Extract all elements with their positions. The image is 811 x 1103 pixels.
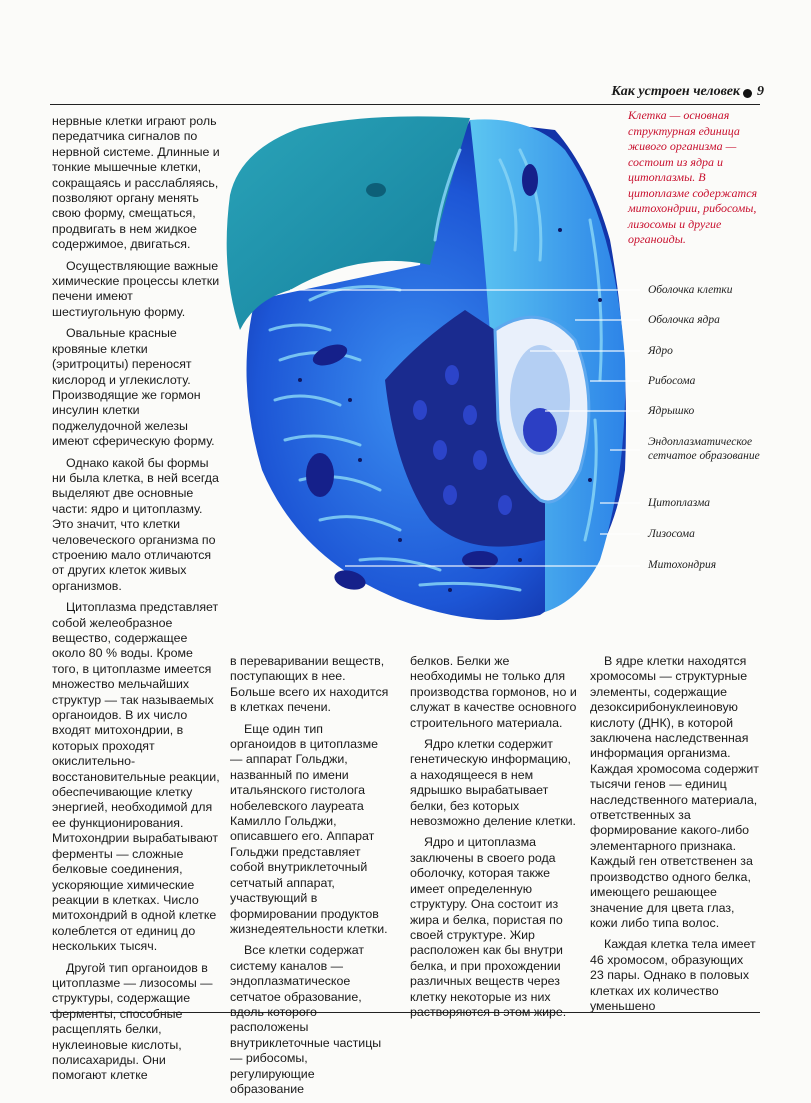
nucleolus — [523, 408, 557, 452]
left-column — [52, 114, 222, 1090]
paragraph: Каждая клетка тела имеет 46 хромосом, образующих 23 пары. Однако в половых клетках их количество уменьшено — [590, 937, 756, 1013]
label-nucleolus: Ядрышко — [648, 405, 695, 417]
paragraph: В ядре клетки находятся хромосомы — структурные элементы, содержащие дезоксирибонуклеиновую кислоту (ДНК), в которой заключена наследственная информация организма. Каждая хромосома содержит тысячи генов — единиц наследственного материала, ответственных за формирование какого-либо элементарного признака. Каждый ген ответственен за производство одного белка, имеющего решающее значение для цвета глаз, кожи либо типа волос. — [590, 654, 759, 930]
running-title: Как устроен человек — [611, 84, 740, 99]
paragraph: Однако какой бы формы ни была клетка, в ней всегда выделяют две основные части: ядро и цитоплазму. Это значит, что клетки человеческого организма по строению мало отличаются от других клеток живых организмов. — [52, 455, 219, 593]
label-ribosome: Рибосома — [648, 375, 696, 387]
page-number: 9 — [757, 84, 764, 99]
paragraph: Другой тип органоидов в цитоплазме — лизосомы — структуры, содержащие ферменты, способные расщеплять белки, нуклеиновые кислоты, полисахариды. Они помогают клетке — [52, 960, 213, 1083]
paragraph: белков. Белки же необходимы не только для производства гормонов, но и служат в качестве основного строительного материала. — [410, 654, 577, 730]
bottom-column-2 — [410, 654, 580, 1026]
footer-rule — [50, 1012, 760, 1013]
paragraph: Ядро и цитоплазма заключены в своего рода оболочку, которая также имеет определенную структуру. Она состоит из жира и белка, пористая по своей структуре. Жир расположен как бы внутри белка, и при прохождении различных веществ через клетку некоторые из них растворяются в этом жире. — [410, 835, 567, 1019]
label-cytoplasm: Цитоплазма — [648, 497, 711, 509]
paragraph: Еще один тип органоидов в цитоплазме — аппарат Гольджи, названный по имени итальянского гистолога нобелевского лауреата Камилло Гольджи, описавшего его. Аппарат Гольджи представляет собой внутриклеточный сетчатый аппарат, участвующий в формировании продуктов жизнедеятельности клетки. — [230, 721, 388, 936]
paragraph: нервные клетки играют роль передатчика сигналов по нервной системе. Длинные и тонкие мышечные клетки, сокращаясь и расслабляясь, позволяют органу менять свою форму, смещаться, продвигать в нем жидкое содержимое, двигаться. — [52, 114, 220, 252]
paragraph: в переваривании веществ, поступающих в нее. Больше всего их находится в клетках печени. — [230, 654, 389, 715]
paragraph: Осуществляющие важные химические процессы клетки печени имеют шестиугольную форму. — [52, 258, 220, 319]
label-nuclear-envelope: Оболочка ядра — [648, 314, 720, 326]
label-cell-membrane: Оболочка клетки — [648, 284, 733, 296]
label-mitochondrion: Митохондрия — [648, 559, 717, 571]
paragraph: Цитоплазма представляет собой желеобразное вещество, содержащее около 80 % воды. Кроме того, в цитоплазме имеется множество мельчайших структур — так называемых органоидов. В их число входят митохондрии, в которых проходят окислительно-восстановительные реакции, обеспечивающие клетку энергией, необходимой для ее функционирования. Митохондрии вырабатывают ферменты — сложные белковые соединения, ускоряющие химические реакции в клетках. Число митохондрий в одной клетке колеблется от единиц до нескольких тысяч. — [52, 600, 220, 954]
label-endoplasmic-reticulum: Эндоплазматическое сетчатое образование — [648, 436, 760, 462]
paragraph: Овальные красные кровяные клетки (эритроциты) переносят кислород и углекислоту. Производящие же гормон инсулин клетки поджелудочной железы имеют сферическую форму. — [52, 326, 215, 449]
label-nucleus: Ядро — [648, 345, 673, 357]
paragraph: Ядро клетки содержит генетическую информацию, а находящееся в нем ядрышко вырабатывает белки, без которых невозможно деление клетки. — [410, 737, 577, 829]
bottom-column-3 — [590, 654, 760, 1020]
figure-caption: Клетка — основная структурная единица живого организма — состоит из ядра и цитоплазмы. В цитоплазме содержатся митохондрии, рибосомы, лизосомы и другие органоиды. — [628, 108, 758, 246]
bottom-column-1 — [230, 654, 390, 1103]
label-lysosome: Лизосома — [648, 528, 695, 540]
paragraph: Все клетки содержат систему каналов — эндоплазматическое сетчатое образование, вдоль которого расположены внутриклеточные частицы — рибосомы, регулирующие образование — [230, 943, 382, 1096]
